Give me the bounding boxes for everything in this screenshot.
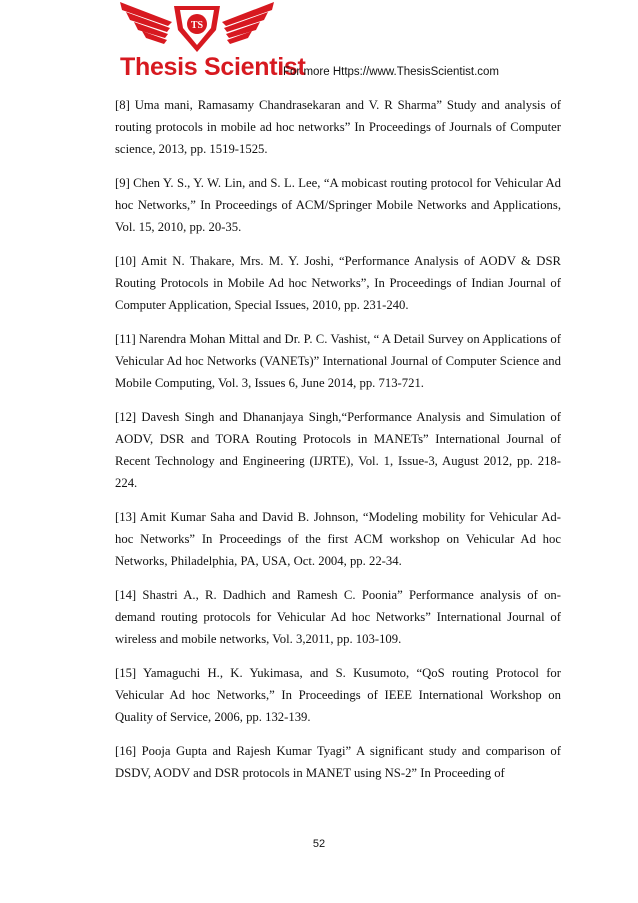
- page-header: [0, 0, 638, 88]
- reference-item: [12] Davesh Singh and Dhananjaya Singh,“Performance Analysis and Simulation of AODV, DSR and TORA Routing Protocols in MANETs” International Journal of Recent Technology and Engineering (IJRTE), Vol. 1, Issue-3, August 2012, pp. 218-224.: [115, 410, 561, 490]
- reference-item: [13] Amit Kumar Saha and David B. Johnson, “Modeling mobility for Vehicular Ad-hoc Networks” In Proceedings of the first ACM workshop on Vehicular Ad hoc Networks, Philadelphia, PA, USA, Oct. 2004, pp. 22-34.: [115, 510, 561, 568]
- reference-item: [10] Amit N. Thakare, Mrs. M. Y. Joshi, “Performance Analysis of AODV & DSR Routing Protocols in Mobile Ad hoc Networks”, In Proceedings of Indian Journal of Computer Application, Special Issues, 2010, pp. 231-240.: [115, 254, 561, 312]
- page-number: 52: [312, 838, 326, 850]
- reference-item: [16] Pooja Gupta and Rajesh Kumar Tyagi” A significant study and comparison of DSDV, AODV and DSR protocols in MANET using NS-2” In Proceeding of: [115, 744, 561, 780]
- reference-item: [15] Yamaguchi H., K. Yukimasa, and S. Kusumoto, “QoS routing Protocol for Vehicular Ad hoc Networks,” In Proceedings of IEEE International Workshop on Quality of Service, 2006, pp. 132-139.: [115, 666, 561, 724]
- reference-item: [9] Chen Y. S., Y. W. Lin, and S. L. Lee, “A mobicast routing protocol for Vehicular Ad hoc Networks,” In Proceedings of ACM/Springer Mobile Networks and Applications, Vol. 15, 2010, pp. 20-35.: [115, 176, 561, 234]
- svg-text:TS: TS: [190, 20, 204, 31]
- reference-item: [8] Uma mani, Ramasamy Chandrasekaran and V. R Sharma” Study and analysis of routing protocols in mobile ad hoc networks” In Proceedings of Journals of Computer science, 2013, pp. 1519-1525.: [115, 98, 561, 156]
- reference-item: [14] Shastri A., R. Dadhich and Ramesh C. Poonia” Performance analysis of on-demand routing protocols for Vehicular Ad hoc Networks” International Journal of wireless and mobile networks, Vol. 3,2011, pp. 103-109.: [115, 588, 561, 646]
- logo-wordmark: Thesis Scientist: [120, 53, 306, 81]
- website-link[interactable]: For more Https://www.ThesisScientist.com: [283, 66, 499, 78]
- reference-item: [11] Narendra Mohan Mittal and Dr. P. C. Vashist, “ A Detail Survey on Applications of Vehicular Ad hoc Networks (VANETs)” International Journal of Computer Science and Mobile Computing, Vol. 3, Issues 6, June 2014, pp. 713-721.: [115, 332, 561, 390]
- references-list: [115, 94, 561, 796]
